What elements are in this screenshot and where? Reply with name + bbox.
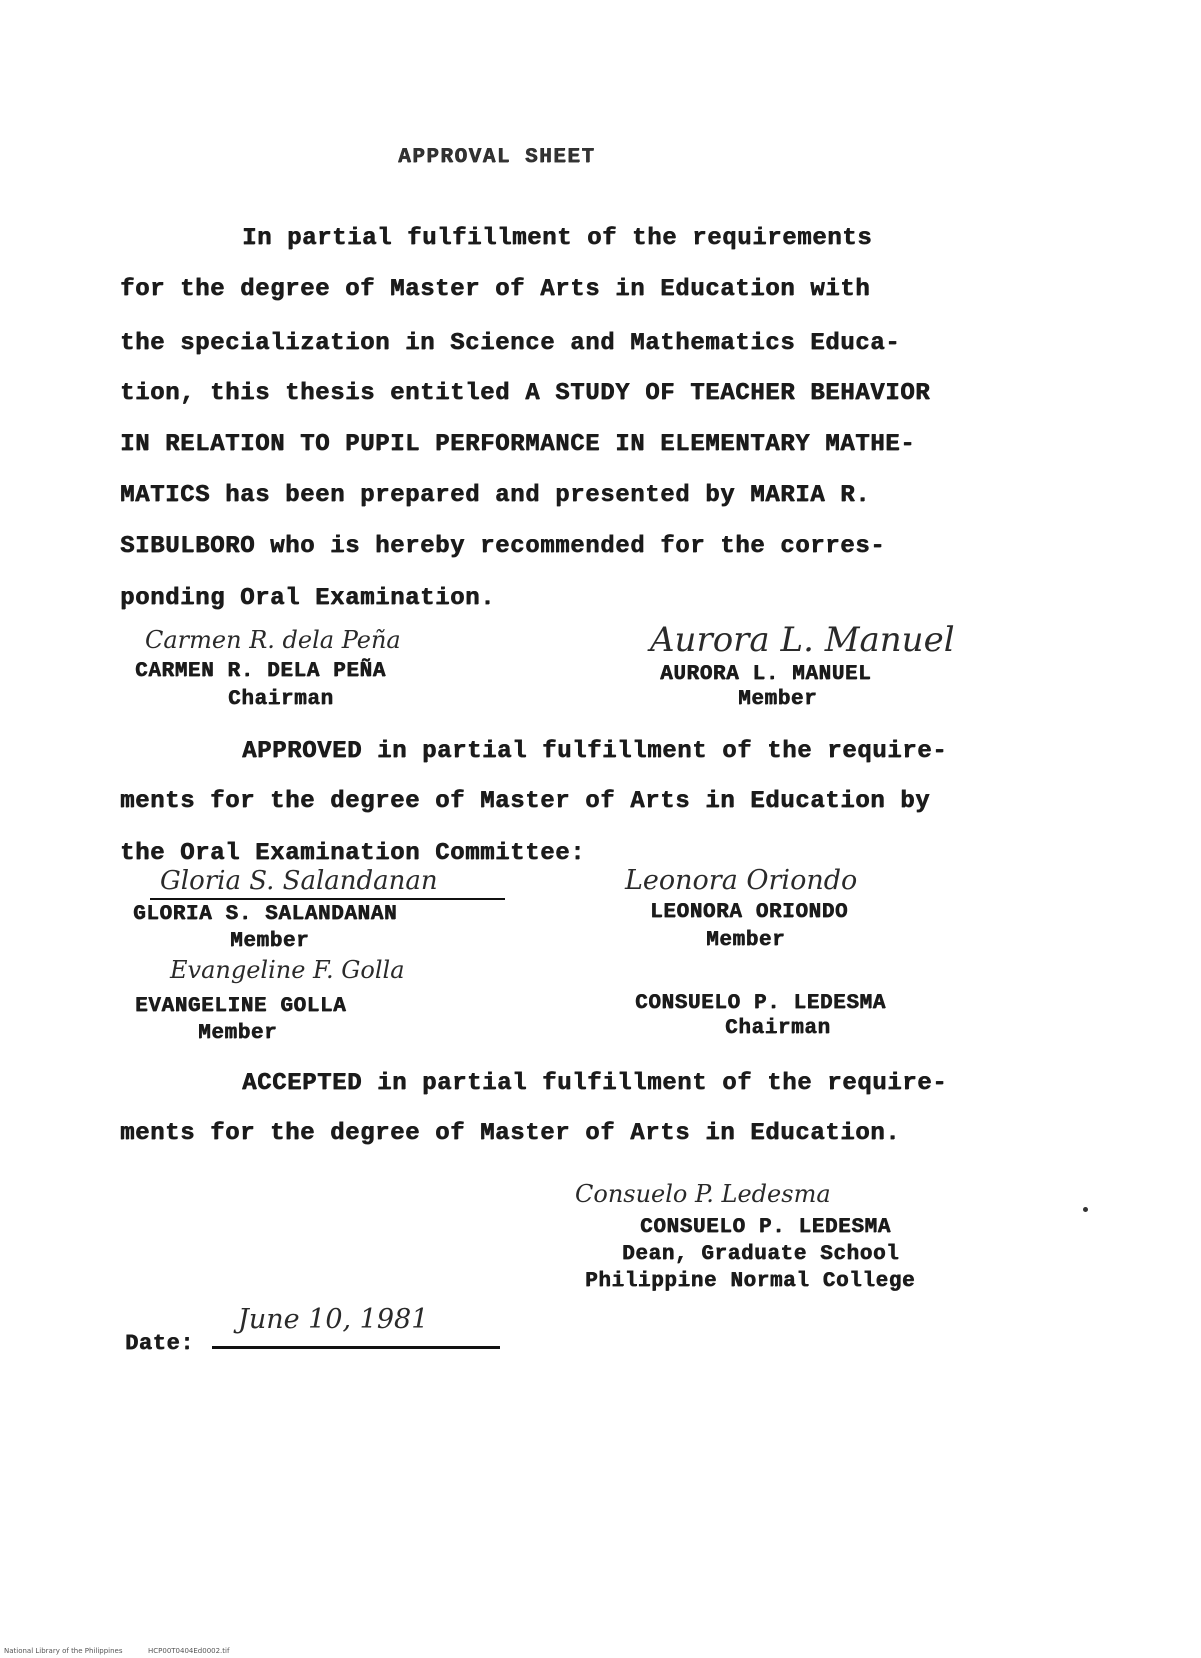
- member-1-role: Member: [230, 930, 310, 953]
- body-line-7: SIBULBORO who is hereby recommended for the corres-: [120, 533, 886, 560]
- body-line-2: for the degree of Master of Arts in Education with: [120, 276, 871, 303]
- footer-file: HCP00T0404Ed0002.tif: [148, 1647, 230, 1655]
- committee-chair-role: Chairman: [725, 1017, 831, 1040]
- footer-library: National Library of the Philippines: [4, 1647, 123, 1655]
- accepted-line-2: ments for the degree of Master of Arts in Education.: [120, 1120, 901, 1147]
- member-3-role: Member: [198, 1022, 278, 1045]
- body-line-8: ponding Oral Examination.: [120, 585, 496, 612]
- dean-title: Dean, Graduate School: [622, 1243, 900, 1266]
- adviser-left-role: Chairman: [228, 688, 334, 711]
- scan-speck: [1083, 1207, 1088, 1212]
- member-1-name: GLORIA S. SALANDANAN: [133, 903, 398, 926]
- dean-institution: Philippine Normal College: [585, 1270, 916, 1293]
- date-value: June 10, 1981: [238, 1304, 429, 1335]
- adviser-right-name: AURORA L. MANUEL: [660, 663, 872, 686]
- date-underline: [212, 1346, 500, 1349]
- adviser-right-signature: Aurora L. Manuel: [650, 620, 955, 660]
- member-1-signature-line: [150, 898, 505, 900]
- member-2-name: LEONORA ORIONDO: [650, 901, 849, 924]
- approved-line-1: APPROVED in partial fulfillment of the require-: [242, 738, 948, 765]
- adviser-right-role: Member: [738, 688, 818, 711]
- member-1-signature: Gloria S. Salandanan: [160, 866, 438, 896]
- adviser-left-signature: Carmen R. dela Peña: [145, 626, 401, 654]
- adviser-left-name: CARMEN R. DELA PEÑA: [135, 660, 386, 683]
- member-2-signature: Leonora Oriondo: [625, 865, 858, 896]
- member-3-name: EVANGELINE GOLLA: [135, 995, 347, 1018]
- member-2-role: Member: [706, 929, 786, 952]
- approved-line-3: the Oral Examination Committee:: [120, 840, 586, 867]
- dean-signature: Consuelo P. Ledesma: [575, 1180, 831, 1208]
- date-label: Date:: [125, 1331, 195, 1356]
- accepted-line-1: ACCEPTED in partial fulfillment of the require-: [242, 1070, 948, 1097]
- body-line-5: IN RELATION TO PUPIL PERFORMANCE IN ELEMENTARY MATHE-: [120, 431, 916, 458]
- dean-name: CONSUELO P. LEDESMA: [640, 1216, 891, 1239]
- member-3-signature: Evangeline F. Golla: [170, 956, 405, 984]
- body-line-1: In partial fulfillment of the requirements: [242, 225, 873, 252]
- body-line-6: MATICS has been prepared and presented by MARIA R.: [120, 482, 871, 509]
- approved-line-2: ments for the degree of Master of Arts in Education by: [120, 788, 931, 815]
- sheet-title: APPROVAL SHEET: [398, 146, 596, 169]
- body-line-3: the specialization in Science and Mathematics Educa-: [120, 330, 901, 357]
- body-line-4: tion, this thesis entitled A STUDY OF TEACHER BEHAVIOR: [120, 380, 931, 407]
- committee-chair-name: CONSUELO P. LEDESMA: [635, 992, 886, 1015]
